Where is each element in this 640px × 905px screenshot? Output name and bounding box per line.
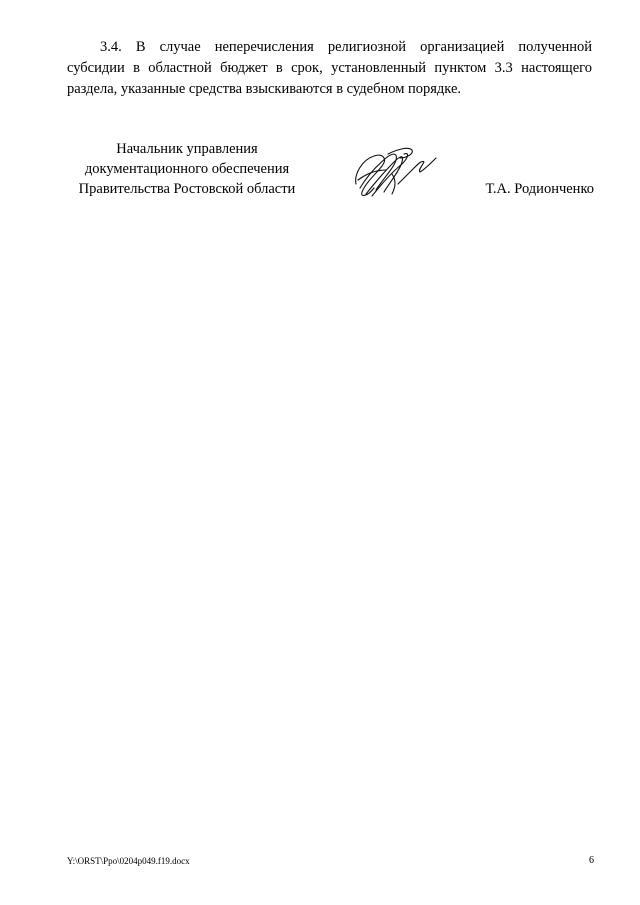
position-line: Начальник управления bbox=[116, 141, 258, 157]
signatory-position bbox=[67, 139, 307, 199]
paragraph-line: субсидии в областной бюджет в срок, установленный пунктом 3.3 настоящего bbox=[67, 60, 592, 76]
position-line: документационного обеспечения bbox=[84, 161, 290, 177]
paragraph-line: раздела, указанные средства взыскиваются в судебном порядке. bbox=[67, 81, 462, 97]
paragraph-line: 3.4. В случае неперечисления религиозной организацией полученной bbox=[100, 39, 592, 55]
footer-file-path: Y:\ORST\Ppo\0204p049.f19.docx bbox=[67, 856, 190, 866]
handwritten-signature-icon bbox=[352, 144, 440, 202]
page-number: 6 bbox=[589, 855, 594, 866]
signatory-name: Т.А. Родионченко bbox=[485, 181, 594, 197]
position-line: Правительства Ростовской области bbox=[78, 181, 296, 197]
paragraph-3-4 bbox=[67, 37, 592, 100]
